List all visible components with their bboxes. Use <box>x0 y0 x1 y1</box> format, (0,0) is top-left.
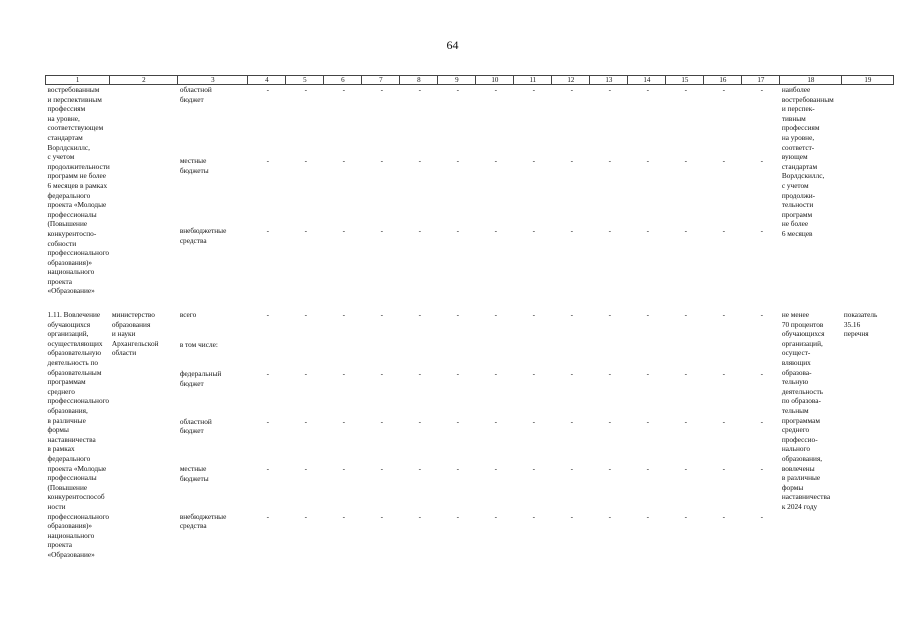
column-header-11: 11 <box>514 76 552 85</box>
value-cell-col9 <box>438 340 476 369</box>
value-cell-col10: - <box>494 464 498 474</box>
value-cell-col8 <box>400 340 438 369</box>
value-cell-col7 <box>362 340 400 369</box>
value-cell-col6: - <box>342 511 346 521</box>
value-cell-col9: - <box>456 310 460 320</box>
value-cell-col17: - <box>760 310 764 320</box>
value-cell-col8: - <box>418 416 422 426</box>
value-cell-col16: - <box>722 511 726 521</box>
value-cell-col13: - <box>608 225 612 235</box>
expected-result: наиболее востребованным и перспек- тивным профессиям на уровне, соответст- вующем стандартам Ворлдскиллс, с учетом продолжи- тельности программ не более 6 месяцев <box>781 85 834 238</box>
value-cell-col10: - <box>494 225 498 235</box>
value-cell-col14: - <box>646 464 650 474</box>
value-cell-col6: - <box>342 310 346 320</box>
value-cell-col16: - <box>722 155 726 165</box>
value-cell-col5: - <box>304 310 308 320</box>
value-cell-col4: - <box>266 511 270 521</box>
value-cell-col8: - <box>418 310 422 320</box>
column-header-9: 9 <box>438 76 476 85</box>
value-cell-col15: - <box>684 464 688 474</box>
value-cell-col8: - <box>418 369 422 378</box>
value-cell-col16 <box>704 340 742 369</box>
responsible-executor: министерство образования и науки Архангельской области <box>111 310 159 358</box>
column-header-12: 12 <box>552 76 590 85</box>
value-cell-col8: - <box>418 464 422 474</box>
value-cell-col12: - <box>570 511 574 521</box>
value-cell-col10: - <box>494 155 498 165</box>
value-cell-col4: - <box>266 416 270 426</box>
funding-source: в том числе: <box>179 339 218 349</box>
value-cell-col9: - <box>456 85 460 94</box>
value-cell-col9: - <box>456 511 460 521</box>
funding-source: местные бюджеты <box>179 155 209 175</box>
value-cell-col15: - <box>684 369 688 378</box>
value-cell-col11: - <box>532 464 536 474</box>
value-cell-col16: - <box>722 464 726 474</box>
row-spacer <box>46 296 894 310</box>
value-cell-col14: - <box>646 369 650 378</box>
value-cell-col13: - <box>608 310 612 320</box>
value-cell-col17: - <box>760 225 764 235</box>
column-header-19: 19 <box>842 76 894 85</box>
value-cell-col14: - <box>646 416 650 426</box>
page-number: 64 <box>446 38 459 52</box>
value-cell-col4: - <box>266 85 270 94</box>
value-cell-col7: - <box>380 155 384 165</box>
value-cell-col5: - <box>304 155 308 165</box>
column-header-18: 18 <box>780 76 842 85</box>
value-cell-col12: - <box>570 85 574 94</box>
value-cell-col15: - <box>684 511 688 521</box>
value-cell-col15: - <box>684 310 688 320</box>
column-header-15: 15 <box>666 76 704 85</box>
value-cell-col6 <box>324 340 362 369</box>
activity-name: 1.11. Вовлечение обучающихся организаций, осуществляющих образовательную деятельность по образовательным программам среднего профессионального образования, в различные формы наставничества в рамках федерального проекта «Молодые профессионалы (Повышение конкурентоспособ ности профессионального образования)» национального проекта «Образование» <box>47 310 110 559</box>
value-cell-col11: - <box>532 155 536 165</box>
funding-source: областной бюджет <box>179 85 212 104</box>
value-cell-col5: - <box>304 85 308 94</box>
value-cell-col6: - <box>342 464 346 474</box>
value-cell-col17: - <box>760 85 764 94</box>
value-cell-col4: - <box>266 310 270 320</box>
funding-source: всего <box>179 310 197 320</box>
value-cell-col14: - <box>646 155 650 165</box>
value-cell-col12: - <box>570 369 574 378</box>
column-header-10: 10 <box>476 76 514 85</box>
value-cell-col12: - <box>570 225 574 235</box>
value-cell-col17: - <box>760 511 764 521</box>
funding-source: внебюджетные средства <box>179 225 227 245</box>
value-cell-col7: - <box>380 369 384 378</box>
value-cell-col10: - <box>494 511 498 521</box>
spacer-cell <box>46 296 894 310</box>
column-header-14: 14 <box>628 76 666 85</box>
value-cell-col16: - <box>722 85 726 94</box>
expected-result: не менее 70 процентов обучающихся организаций, осущест- вляющих образова- тельную деятельность по образова- тельным программам среднего профессио- нального образования, вовлечены в различные формы наставничества к 2024 году <box>781 310 831 511</box>
value-cell-col13: - <box>608 369 612 378</box>
value-cell-col9: - <box>456 155 460 165</box>
value-cell-col4: - <box>266 225 270 235</box>
value-cell-col13: - <box>608 464 612 474</box>
value-cell-col11: - <box>532 511 536 521</box>
column-header-5: 5 <box>286 76 324 85</box>
value-cell-col5: - <box>304 369 308 378</box>
value-cell-col14: - <box>646 225 650 235</box>
value-cell-col6: - <box>342 225 346 235</box>
value-cell-col14: - <box>646 511 650 521</box>
value-cell-col16: - <box>722 310 726 320</box>
value-cell-col15: - <box>684 225 688 235</box>
value-cell-col9: - <box>456 416 460 426</box>
column-header-6: 6 <box>324 76 362 85</box>
indicator-reference: показатель 35.16 перечня <box>843 310 878 339</box>
column-header-2: 2 <box>110 76 178 85</box>
value-cell-col8: - <box>418 511 422 521</box>
column-header-8: 8 <box>400 76 438 85</box>
value-cell-col14: - <box>646 85 650 94</box>
column-header-17: 17 <box>742 76 780 85</box>
value-cell-col5: - <box>304 225 308 235</box>
value-cell-col13: - <box>608 85 612 94</box>
value-cell-col12: - <box>570 310 574 320</box>
column-header-4: 4 <box>248 76 286 85</box>
funding-source: областной бюджет <box>179 416 212 436</box>
value-cell-col12: - <box>570 464 574 474</box>
column-header-16: 16 <box>704 76 742 85</box>
value-cell-col13 <box>590 340 628 369</box>
responsible-executor <box>110 85 178 297</box>
value-cell-col17: - <box>760 369 764 378</box>
value-cell-col9: - <box>456 225 460 235</box>
value-cell-col7: - <box>380 310 384 320</box>
value-cell-col10: - <box>494 369 498 378</box>
value-cell-col7: - <box>380 416 384 426</box>
value-cell-col7: - <box>380 225 384 235</box>
value-cell-col5 <box>286 340 324 369</box>
value-cell-col5: - <box>304 464 308 474</box>
value-cell-col5: - <box>304 511 308 521</box>
value-cell-col17: - <box>760 155 764 165</box>
value-cell-col11: - <box>532 85 536 94</box>
value-cell-col10: - <box>494 85 498 94</box>
value-cell-col13: - <box>608 511 612 521</box>
value-cell-col4 <box>248 340 286 369</box>
value-cell-col4: - <box>266 155 270 165</box>
activity-name: востребованным и перспективным профессиям на уровне, соответствующем стандартам Ворлдскиллс, с учетом продолжительности программ не более 6 месяцев в рамках федерального проекта «Молодые профессионалы (Повышение конкурентоспо- собности профессионального образования)» национального проекта «Образование» <box>47 85 110 296</box>
value-cell-col6: - <box>342 85 346 94</box>
column-header-1: 1 <box>46 76 110 85</box>
value-cell-col7: - <box>380 464 384 474</box>
value-cell-col17: - <box>760 464 764 474</box>
column-header-7: 7 <box>362 76 400 85</box>
value-cell-col16: - <box>722 416 726 426</box>
value-cell-col10: - <box>494 416 498 426</box>
funding-source: внебюджетные средства <box>179 511 227 531</box>
value-cell-col8: - <box>418 225 422 235</box>
value-cell-col6: - <box>342 155 346 165</box>
program-table <box>45 75 894 560</box>
value-cell-col7: - <box>380 511 384 521</box>
value-cell-col8: - <box>418 85 422 94</box>
value-cell-col15: - <box>684 155 688 165</box>
value-cell-col6: - <box>342 369 346 378</box>
funding-source: местные бюджеты <box>179 464 209 483</box>
value-cell-col17: - <box>760 416 764 426</box>
value-cell-col12 <box>552 340 590 369</box>
value-cell-col15: - <box>684 85 688 94</box>
value-cell-col8: - <box>418 155 422 165</box>
value-cell-col7: - <box>380 85 384 94</box>
value-cell-col5: - <box>304 416 308 426</box>
value-cell-col13: - <box>608 155 612 165</box>
value-cell-col6: - <box>342 416 346 426</box>
value-cell-col11: - <box>532 310 536 320</box>
value-cell-col12: - <box>570 155 574 165</box>
value-cell-col9: - <box>456 369 460 378</box>
funding-source: федеральный бюджет <box>179 369 222 388</box>
value-cell-col16: - <box>722 369 726 378</box>
value-cell-col16: - <box>722 225 726 235</box>
value-cell-col11: - <box>532 369 536 378</box>
column-header-13: 13 <box>590 76 628 85</box>
source-row <box>46 310 894 339</box>
value-cell-col13: - <box>608 416 612 426</box>
value-cell-col15: - <box>684 416 688 426</box>
value-cell-col15 <box>666 340 704 369</box>
source-row <box>46 85 894 156</box>
value-cell-col12: - <box>570 416 574 426</box>
value-cell-col11: - <box>532 225 536 235</box>
value-cell-col14 <box>628 340 666 369</box>
value-cell-col11: - <box>532 416 536 426</box>
value-cell-col4: - <box>266 464 270 474</box>
value-cell-col9: - <box>456 464 460 474</box>
value-cell-col17 <box>742 340 780 369</box>
header-row <box>46 76 894 85</box>
value-cell-col14: - <box>646 310 650 320</box>
value-cell-col10 <box>476 340 514 369</box>
value-cell-col4: - <box>266 369 270 378</box>
indicator-reference <box>842 85 894 297</box>
value-cell-col10: - <box>494 310 498 320</box>
column-header-3: 3 <box>178 76 248 85</box>
value-cell-col11 <box>514 340 552 369</box>
